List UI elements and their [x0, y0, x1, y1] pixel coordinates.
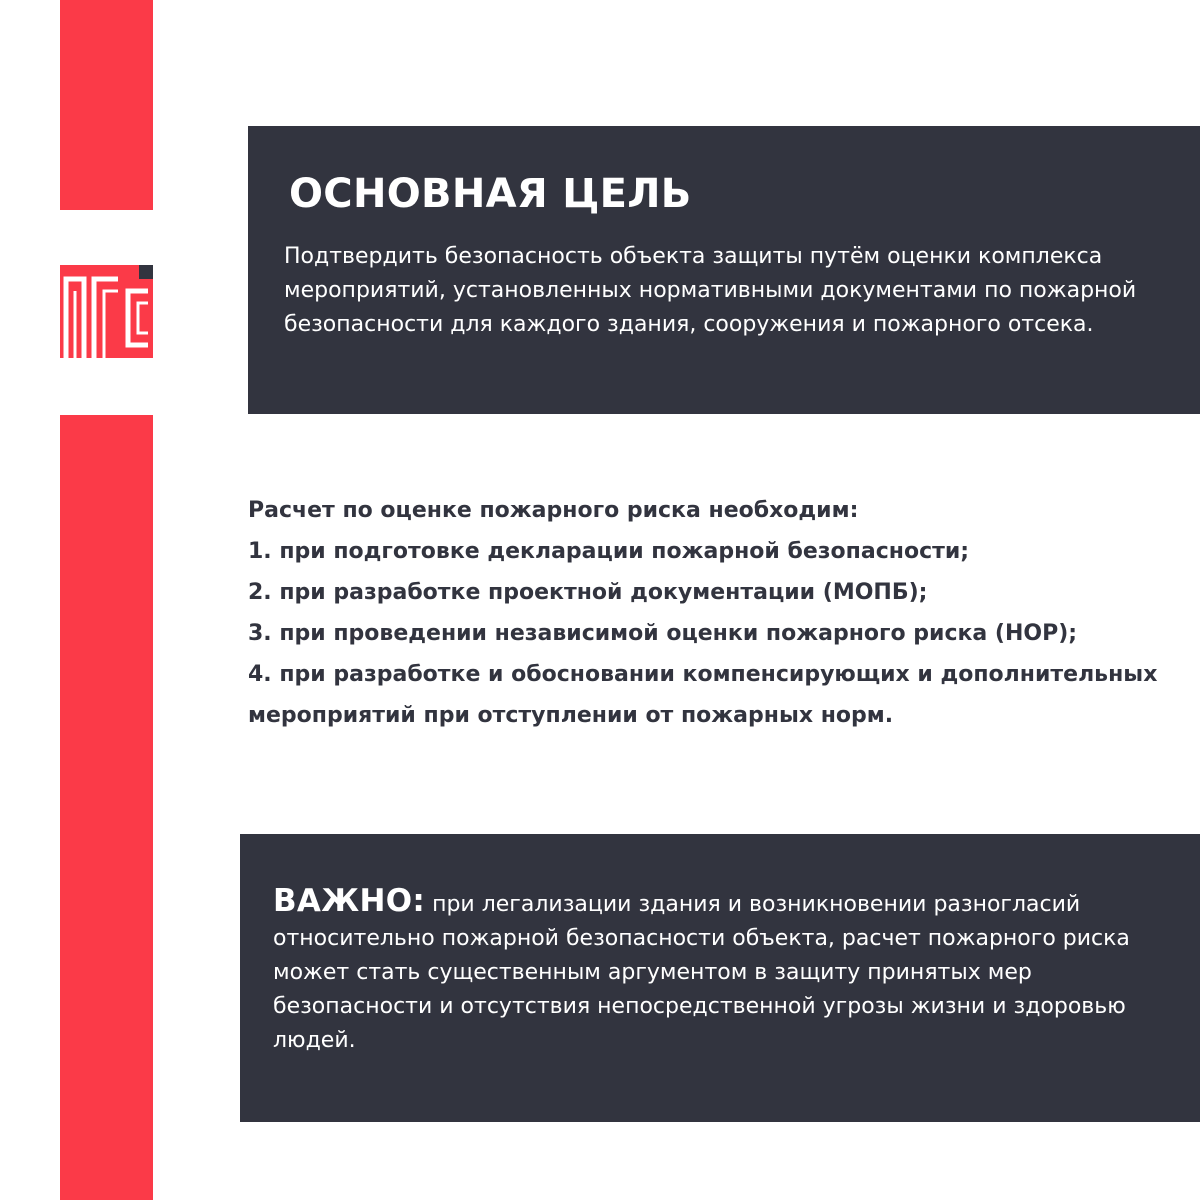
accent-stripe-bottom [60, 415, 153, 1200]
main-goal-text: Подтвердить безопасность объекта защиты путём оценки комплекса мероприятий, установленных нормативными документами по пожарной безопасности для каждого здания, сооружения и пожарного отсека. [284, 244, 1137, 337]
important-note-text: при легализации здания и возникновении разногласий относительно пожарной безопасности объекта, расчет пожарного риска может стать существенным аргументом в защиту принятых мер безопасности и отсутствия непосредственной угрозы жизни и здоровью людей. [273, 892, 1130, 1053]
important-label: ВАЖНО: [273, 883, 426, 919]
list-item: 3. при проведении независимой оценки пожарного риска (НОР); [248, 621, 1078, 646]
list-item: 4. при разработке и обосновании компенсирующих и дополнительных мероприятий при отступлении от пожарных норм. [248, 662, 1158, 728]
important-note-panel [240, 834, 1200, 1122]
risk-calculation-list [248, 490, 1183, 736]
company-logo [60, 265, 153, 358]
list-item: 1. при подготовке декларации пожарной безопасности; [248, 539, 970, 564]
main-goal-title: ОСНОВНАЯ ЦЕЛЬ [289, 171, 692, 217]
important-note [273, 884, 1173, 1058]
accent-stripe-top [60, 0, 153, 210]
list-item: 2. при разработке проектной документации (МОПБ); [248, 580, 928, 605]
main-goal-panel [248, 126, 1200, 414]
risk-list-intro: Расчет по оценке пожарного риска необходим: [248, 498, 859, 523]
